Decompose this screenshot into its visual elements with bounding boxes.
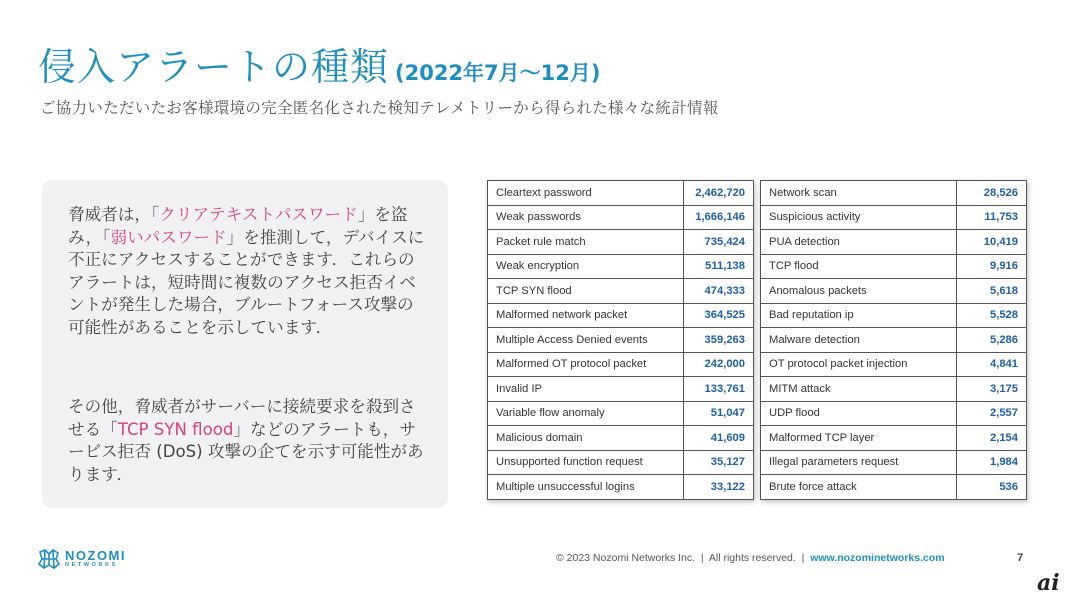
alert-type: Unsupported function request xyxy=(488,450,684,475)
alert-type: Brute force attack xyxy=(761,475,957,500)
description-paragraph-1 xyxy=(68,204,430,339)
logo-name: NOZOMI xyxy=(65,548,126,564)
table-row xyxy=(761,254,1027,279)
alert-table-right xyxy=(760,180,1027,500)
alert-type: Invalid IP xyxy=(488,377,684,402)
description-paragraph-2 xyxy=(68,396,430,486)
alert-count: 5,286 xyxy=(957,328,1027,353)
alert-type: Network scan xyxy=(761,181,957,206)
alert-type: Malformed OT protocol packet xyxy=(488,352,684,377)
slide-period: (2022年7月〜12月) xyxy=(395,61,601,85)
alert-type: Malicious domain xyxy=(488,426,684,451)
alert-type: Weak encryption xyxy=(488,254,684,279)
table-row xyxy=(761,426,1027,451)
alert-count: 2,462,720 xyxy=(684,181,754,206)
nozomi-logo xyxy=(37,547,126,571)
table-row xyxy=(488,377,754,402)
highlight-weak-password: 弱いパスワード xyxy=(110,227,227,247)
slide-title-block xyxy=(38,36,601,91)
alert-type: MITM attack xyxy=(761,377,957,402)
alert-type: Multiple unsuccessful logins xyxy=(488,475,684,500)
table-row xyxy=(761,475,1027,500)
para1-text-c: 」を推測して，デバイスに不正にアクセスすることができます．これらのアラートは，短時間に複数のアクセス拒否イベントが発生した場合，ブルートフォース攻撃の可能性があることを示しています． xyxy=(68,227,425,337)
table-row xyxy=(761,230,1027,255)
table-row xyxy=(488,475,754,500)
highlight-tcp-syn-flood: TCP SYN flood xyxy=(117,419,234,439)
table-row xyxy=(488,303,754,328)
alert-type: UDP flood xyxy=(761,401,957,426)
highlight-cleartext-password: クリアテキストパスワード xyxy=(159,205,358,224)
alert-type: Variable flow anomaly xyxy=(488,401,684,426)
alert-type: Packet rule match xyxy=(488,230,684,255)
table-row xyxy=(761,303,1027,328)
copyright-text: © 2023 Nozomi Networks Inc. | All rights reserved. | xyxy=(556,552,811,564)
table-row xyxy=(761,328,1027,353)
table-row xyxy=(488,450,754,475)
alert-count: 536 xyxy=(957,475,1027,500)
alert-count: 2,557 xyxy=(957,401,1027,426)
alert-type: TCP SYN flood xyxy=(488,279,684,304)
para1-text-b: 」を盗み，「 xyxy=(68,205,408,247)
alert-type: Malformed network packet xyxy=(488,303,684,328)
alert-type: Weak passwords xyxy=(488,205,684,230)
alert-count: 735,424 xyxy=(684,230,754,255)
alert-type: Cleartext password xyxy=(488,181,684,206)
alert-count: 28,526 xyxy=(957,181,1027,206)
alert-count: 41,609 xyxy=(684,426,754,451)
website-link[interactable]: www.nozominetworks.com xyxy=(810,552,945,564)
alert-count: 2,154 xyxy=(957,426,1027,451)
table-row xyxy=(761,279,1027,304)
alert-type: Malware detection xyxy=(761,328,957,353)
alert-count: 1,666,146 xyxy=(684,205,754,230)
alert-count: 35,127 xyxy=(684,450,754,475)
nozomi-mesh-icon xyxy=(37,547,61,571)
alert-count: 364,525 xyxy=(684,303,754,328)
table-row xyxy=(488,254,754,279)
alert-count: 511,138 xyxy=(684,254,754,279)
alert-count: 359,263 xyxy=(684,328,754,353)
slide-subtitle: ご協力いただいたお客様環境の完全匿名化された検知テレメトリーから得られた様々な統計情報 xyxy=(40,99,719,117)
alert-count: 242,000 xyxy=(684,352,754,377)
table-row xyxy=(488,205,754,230)
alert-type: Multiple Access Denied events xyxy=(488,328,684,353)
alert-count: 1,984 xyxy=(957,450,1027,475)
footer-copyright xyxy=(556,552,945,564)
table-row xyxy=(488,230,754,255)
table-row xyxy=(488,328,754,353)
alert-type: Malformed TCP layer xyxy=(761,426,957,451)
table-row xyxy=(761,352,1027,377)
alert-type: Suspicious activity xyxy=(761,205,957,230)
table-row xyxy=(761,377,1027,402)
alert-count: 3,175 xyxy=(957,377,1027,402)
page-number: 7 xyxy=(1017,552,1024,564)
alert-count: 33,122 xyxy=(684,475,754,500)
alert-type: PUA detection xyxy=(761,230,957,255)
slide-title: 侵入アラートの種類 xyxy=(38,45,390,89)
table-row xyxy=(488,279,754,304)
para2-text-b: 」などのアラートも，サービス拒否 (DoS) 攻撃の企てを示す可能性があります． xyxy=(68,419,424,484)
alert-type: Bad reputation ip xyxy=(761,303,957,328)
alert-count: 11,753 xyxy=(957,205,1027,230)
alert-type: Illegal parameters request xyxy=(761,450,957,475)
alert-count: 133,761 xyxy=(684,377,754,402)
alert-count: 10,419 xyxy=(957,230,1027,255)
table-row xyxy=(488,426,754,451)
alert-count: 4,841 xyxy=(957,352,1027,377)
alert-count: 5,528 xyxy=(957,303,1027,328)
table-row xyxy=(761,181,1027,206)
table-row xyxy=(761,205,1027,230)
alert-count: 51,047 xyxy=(684,401,754,426)
para1-text-a: 脅威者は，「 xyxy=(68,205,160,224)
ai-watermark: ai xyxy=(1037,570,1060,596)
table-row xyxy=(761,450,1027,475)
para2-text-a: その他，脅威者がサーバーに接続要求を殺到させる「 xyxy=(68,397,416,439)
alert-type: OT protocol packet injection xyxy=(761,352,957,377)
alert-type: TCP flood xyxy=(761,254,957,279)
alert-table-left xyxy=(487,180,754,500)
alert-count: 9,916 xyxy=(957,254,1027,279)
description-panel xyxy=(42,180,448,508)
table-row xyxy=(488,181,754,206)
table-row xyxy=(488,401,754,426)
logo-sub: NETWORKS xyxy=(65,562,118,569)
table-row xyxy=(488,352,754,377)
alert-count: 474,333 xyxy=(684,279,754,304)
alert-type: Anomalous packets xyxy=(761,279,957,304)
table-row xyxy=(761,401,1027,426)
alert-count: 5,618 xyxy=(957,279,1027,304)
